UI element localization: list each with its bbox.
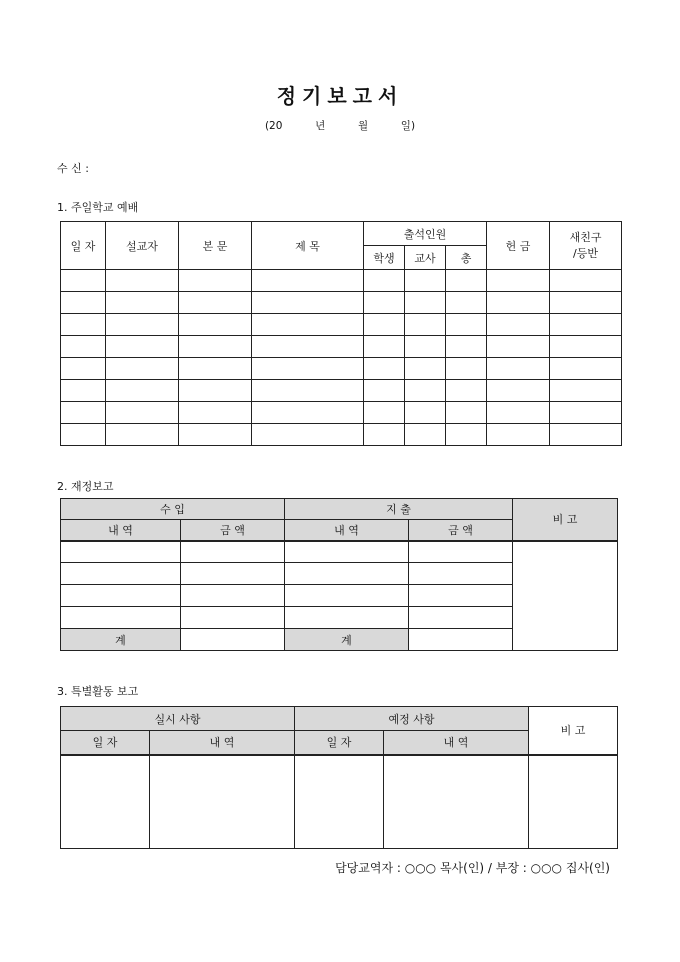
date-month: 월 [357, 120, 369, 132]
table-cell [364, 336, 405, 358]
table-cell [405, 270, 446, 292]
table-cell [179, 402, 252, 424]
table-cell [252, 402, 364, 424]
finance-cell [61, 563, 181, 585]
done-header: 실시 사항 [61, 707, 295, 731]
table-cell [61, 336, 106, 358]
done-detail-header: 내 역 [150, 731, 295, 755]
table-cell [364, 402, 405, 424]
income-header: 수 입 [61, 499, 285, 520]
date-day: 일) [400, 120, 416, 132]
table-cell [179, 358, 252, 380]
table-row [61, 292, 622, 314]
table-cell [550, 380, 622, 402]
table-cell [252, 380, 364, 402]
table-cell [106, 380, 179, 402]
activity-table [60, 706, 618, 849]
table-cell [61, 358, 106, 380]
activity-cell [529, 755, 618, 849]
table-row [61, 358, 622, 380]
expense-total-value [409, 629, 513, 651]
col-total: 총 [446, 246, 487, 270]
planned-detail-header: 내 역 [384, 731, 529, 755]
table-cell [487, 402, 550, 424]
table-cell [61, 270, 106, 292]
table-cell [364, 292, 405, 314]
finance-table [60, 498, 618, 651]
signature-line: 담당교역자 : ○○○ 목사(인) / 부장 : ○○○ 집사(인) [335, 861, 610, 875]
finance-cell [61, 607, 181, 629]
finance-cell [409, 607, 513, 629]
table-cell [364, 424, 405, 446]
table-cell [179, 424, 252, 446]
table-cell [550, 358, 622, 380]
table-cell [61, 314, 106, 336]
table-cell [364, 314, 405, 336]
table-cell [364, 358, 405, 380]
recipient-label: 수 신 : [57, 162, 89, 175]
table-cell [179, 292, 252, 314]
table-cell [61, 424, 106, 446]
table-cell [405, 424, 446, 446]
income-total-label: 계 [61, 629, 181, 651]
planned-header: 예정 사항 [295, 707, 529, 731]
expense-total-label: 계 [285, 629, 409, 651]
finance-cell [181, 541, 285, 563]
activity-cell [295, 755, 384, 849]
col-attendance: 출석인원 [364, 222, 487, 246]
date-open: (20 [264, 120, 283, 132]
table-cell [405, 314, 446, 336]
table-cell [106, 270, 179, 292]
col-newfriends [550, 222, 622, 270]
table-cell [550, 270, 622, 292]
table-cell [446, 270, 487, 292]
finance-cell [61, 541, 181, 563]
table-cell [487, 270, 550, 292]
table-cell [446, 314, 487, 336]
activity-remarks-header: 비 고 [529, 707, 618, 755]
table-row [61, 380, 622, 402]
table-cell [487, 380, 550, 402]
table-cell [179, 336, 252, 358]
finance-cell [285, 607, 409, 629]
table-cell [487, 314, 550, 336]
finance-cell [409, 541, 513, 563]
col-subject: 제 목 [252, 222, 364, 270]
col-students: 학생 [364, 246, 405, 270]
table-cell [61, 292, 106, 314]
table-cell [487, 424, 550, 446]
activity-cell [150, 755, 295, 849]
table-cell [252, 292, 364, 314]
income-total-value [181, 629, 285, 651]
table-cell [106, 314, 179, 336]
table-cell [446, 336, 487, 358]
table-row [61, 336, 622, 358]
table-cell [252, 358, 364, 380]
finance-cell [285, 585, 409, 607]
table-cell [405, 292, 446, 314]
finance-cell [181, 607, 285, 629]
finance-cell [409, 585, 513, 607]
table-cell [550, 336, 622, 358]
table-cell [550, 402, 622, 424]
col-teachers: 교사 [405, 246, 446, 270]
table-cell [364, 270, 405, 292]
table-row [61, 270, 622, 292]
table-cell [487, 292, 550, 314]
table-cell [106, 402, 179, 424]
done-date-header: 일 자 [61, 731, 150, 755]
finance-cell [181, 563, 285, 585]
table-cell [179, 314, 252, 336]
planned-date-header: 일 자 [295, 731, 384, 755]
finance-cell [285, 541, 409, 563]
activity-cell [61, 755, 150, 849]
table-cell [405, 358, 446, 380]
col-newfriends-line1: 새친구 [569, 230, 602, 244]
finance-cell [285, 563, 409, 585]
table-cell [252, 336, 364, 358]
col-offering: 헌 금 [487, 222, 550, 270]
worship-table [60, 221, 622, 446]
table-cell [446, 292, 487, 314]
table-cell [106, 336, 179, 358]
table-cell [106, 358, 179, 380]
table-cell [61, 380, 106, 402]
table-cell [446, 402, 487, 424]
table-cell [550, 314, 622, 336]
finance-remarks-header: 비 고 [513, 499, 618, 541]
finance-cell [409, 563, 513, 585]
expense-item-header: 내 역 [285, 520, 409, 541]
table-cell [364, 380, 405, 402]
section1-heading: 1. 주일학교 예배 [57, 201, 139, 214]
table-cell [179, 270, 252, 292]
table-cell [252, 270, 364, 292]
table-cell [179, 380, 252, 402]
expense-header: 지 출 [285, 499, 513, 520]
table-cell [106, 292, 179, 314]
table-cell [550, 424, 622, 446]
table-cell [446, 424, 487, 446]
income-amount-header: 금 액 [181, 520, 285, 541]
page-title: 정기보고서 [276, 84, 404, 108]
finance-cell [181, 585, 285, 607]
section3-heading: 3. 특별활동 보고 [57, 685, 139, 698]
section2-heading: 2. 재정보고 [57, 480, 114, 493]
expense-amount-header: 금 액 [409, 520, 513, 541]
table-cell [405, 380, 446, 402]
col-newfriends-line2: /등반 [573, 246, 598, 260]
table-row [61, 314, 622, 336]
table-cell [106, 424, 179, 446]
table-cell [405, 336, 446, 358]
date-year: 년 [315, 120, 326, 132]
income-item-header: 내 역 [61, 520, 181, 541]
table-cell [61, 402, 106, 424]
table-cell [446, 380, 487, 402]
finance-remarks-cell [513, 541, 618, 651]
table-cell [487, 358, 550, 380]
finance-cell [61, 585, 181, 607]
table-cell [550, 292, 622, 314]
table-cell [446, 358, 487, 380]
activity-cell [384, 755, 529, 849]
table-cell [252, 314, 364, 336]
table-cell [487, 336, 550, 358]
table-row [61, 424, 622, 446]
table-row [61, 402, 622, 424]
report-date [0, 118, 680, 133]
col-preacher: 설교자 [106, 222, 179, 270]
col-scripture: 본 문 [179, 222, 252, 270]
table-cell [405, 402, 446, 424]
col-date: 일 자 [61, 222, 106, 270]
table-cell [252, 424, 364, 446]
